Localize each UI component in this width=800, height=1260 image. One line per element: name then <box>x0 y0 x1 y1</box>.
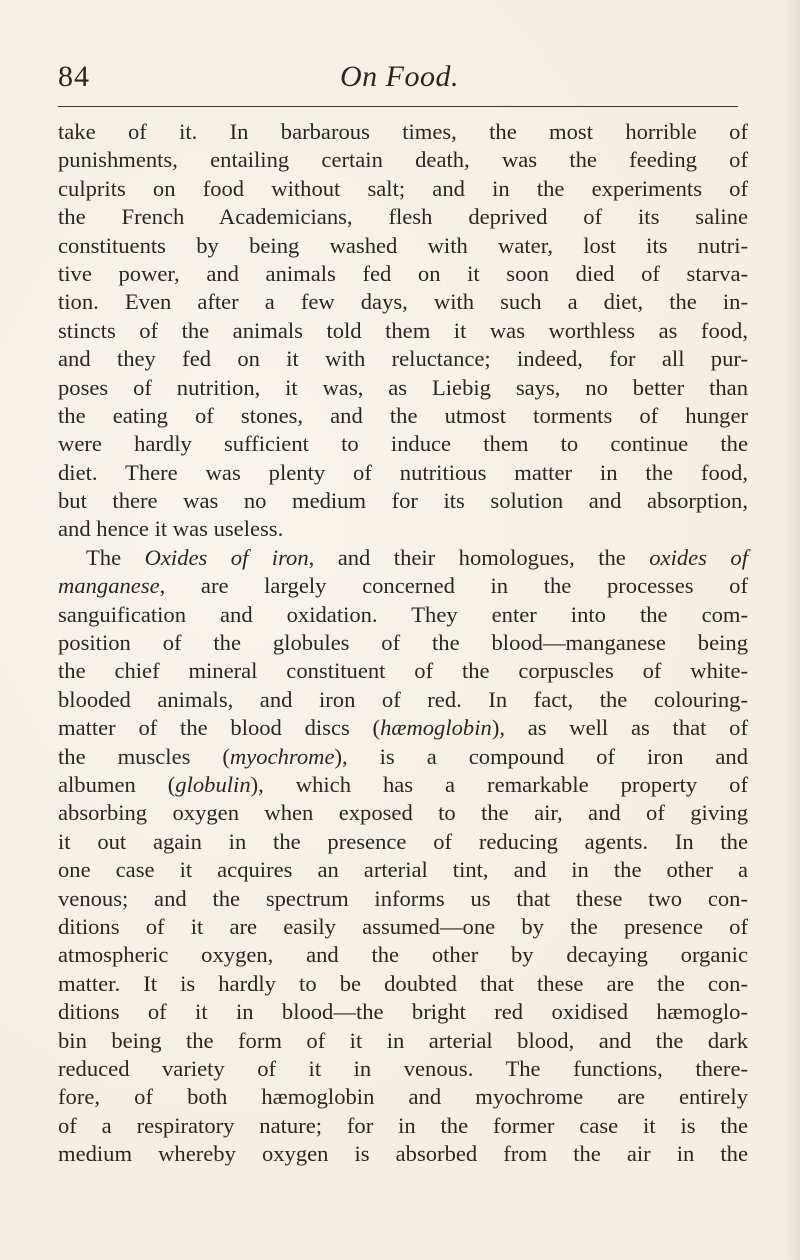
text-line: and they fed on it with reluctance; indeed, for all pur- <box>58 346 748 372</box>
page-number: 84 <box>58 60 90 93</box>
page-edge-shadow <box>782 0 800 1260</box>
text-line: sanguification and oxidation. They enter into the com- <box>58 601 748 627</box>
text-line: the chief mineral constituent of the corpuscles of white- <box>58 658 748 684</box>
running-title: On Food. <box>340 60 459 93</box>
text-line: diet. There was plenty of nutritious matter in the food, <box>58 459 748 485</box>
text-line: punishments, entailing certain death, was the feeding of <box>58 147 748 173</box>
text-line: poses of nutrition, it was, as Liebig says, no better than <box>58 374 748 400</box>
text-line: but there was no medium for its solution and absorption, <box>58 488 748 514</box>
term-myochrome: myochrome <box>229 743 335 769</box>
text-line: reduced variety of it in venous. The functions, there- <box>58 1055 748 1081</box>
text-line: venous; and the spectrum informs us that these two con- <box>58 885 748 911</box>
paragraph-start-line: The Oxides of iron, and their homologues, the oxides of <box>86 544 748 570</box>
text-line: were hardly sufficient to induce them to continue the <box>58 431 748 457</box>
text-line: blooded animals, and iron of red. In fact, the colouring- <box>58 686 748 712</box>
text-line: the French Academicians, flesh deprived of its saline <box>58 204 748 230</box>
text-line: tion. Even after a few days, with such a diet, the in- <box>58 289 748 315</box>
text-line: culprits on food without salt; and in the experiments of <box>58 175 748 201</box>
text-line: medium whereby oxygen is absorbed from the air in the <box>58 1141 748 1167</box>
paragraph-end-line: and hence it was useless. <box>58 516 284 542</box>
text-line: ditions of it in blood—the bright red oxidised hæmoglo- <box>58 999 748 1025</box>
text-line: stincts of the animals told them it was worthless as food, <box>58 317 748 343</box>
text-line: one case it acquires an arterial tint, and in the other a <box>58 857 748 883</box>
text-line: albumen (globulin), which has a remarkable property of <box>58 771 748 797</box>
text-line: absorbing oxygen when exposed to the air, and of giving <box>58 800 748 826</box>
text-line: manganese, are largely concerned in the processes of <box>58 573 748 599</box>
text-line: tive power, and animals fed on it soon died of starva- <box>58 260 748 286</box>
text-line: the eating of stones, and the utmost torments of hunger <box>58 402 748 428</box>
text-line: the muscles (myochrome), is a compound of iron and <box>58 743 748 769</box>
text-line: it out again in the presence of reducing agents. In the <box>58 828 748 854</box>
text-line: ditions of it are easily assumed—one by the presence of <box>58 913 748 939</box>
running-head <box>58 58 738 102</box>
text-line: atmospheric oxygen, and the other by decaying organic <box>58 942 748 968</box>
text-line: take of it. In barbarous times, the most horrible of <box>58 119 748 144</box>
header-rule <box>58 106 738 107</box>
text-line: position of the globules of the blood—manganese being <box>58 630 748 656</box>
text-line: constituents by being washed with water, lost its nutri- <box>58 232 748 258</box>
term-manganese: manganese <box>58 573 160 599</box>
term-oxides-of-iron: Oxides of iron <box>144 544 309 570</box>
text-line: of a respiratory nature; for in the former case it is the <box>58 1112 748 1138</box>
text-line: matter. It is hardly to be doubted that these are the con- <box>58 970 748 996</box>
text-line: fore, of both hæmoglobin and myochrome are entirely <box>58 1084 748 1110</box>
term-haemoglobin: hæmoglobin <box>380 715 492 741</box>
text-line: matter of the blood discs (hæmoglobin), as well as that of <box>58 715 748 741</box>
text-line: bin being the form of it in arterial blood, and the dark <box>58 1027 748 1053</box>
term-oxides-of: oxides of <box>649 544 748 570</box>
body-text <box>58 118 748 1168</box>
term-globulin: globulin <box>175 771 251 797</box>
